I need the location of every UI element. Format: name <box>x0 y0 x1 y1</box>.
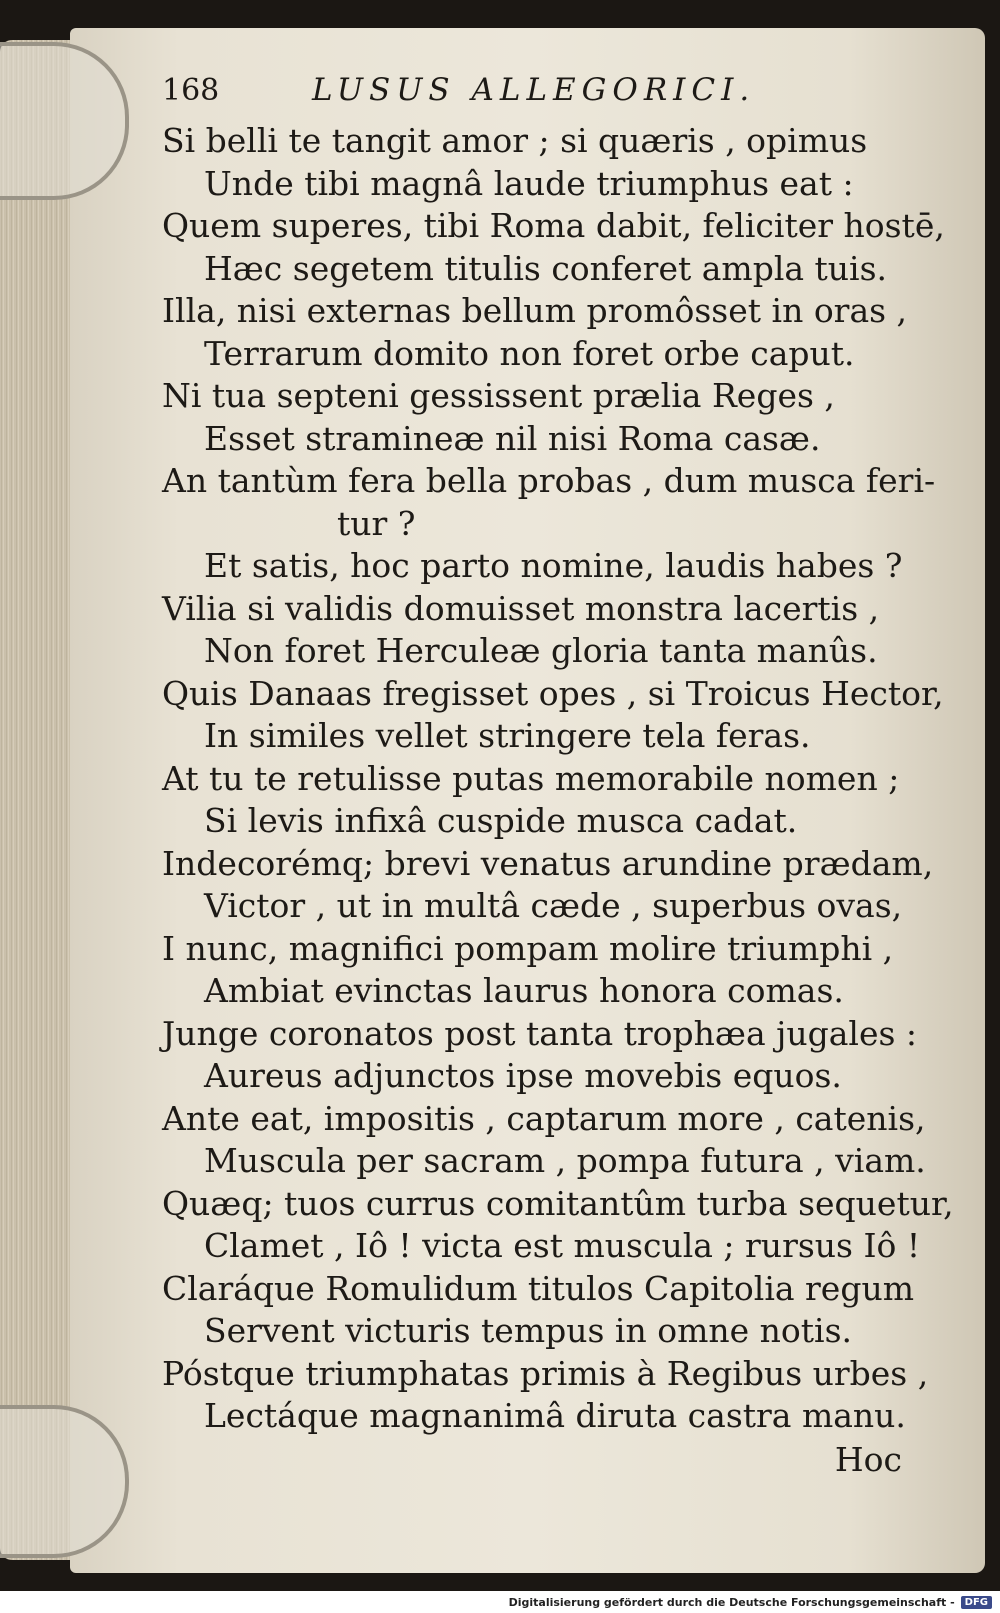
verse-line: Indecorémq; brevi venatus arundine prædam, <box>162 843 934 883</box>
verse-line: An tantùm fera bella probas , dum musca feri- <box>162 461 936 500</box>
verse-line: Quis Danaas fregisset opes , si Troicus Hector, <box>162 673 944 713</box>
verse-line: Terrarum domito non foret orbe caput. <box>204 333 855 373</box>
verse-line: Quæq; tuos currus comitantûm turba sequetur, <box>162 1183 954 1223</box>
verse-line: Et satis, hoc parto nomine, laudis habes ? <box>204 546 903 585</box>
verse-line: Muscula per sacram , pompa futura , viam. <box>204 1141 926 1180</box>
footer-credit-text: Digitalisierung gefördert durch die Deutsche Forschungsgemeinschaft - <box>508 1595 955 1609</box>
verse-block <box>162 120 952 1438</box>
running-title: LUSUS ALLEGORICI. <box>312 72 756 108</box>
catchword: Hoc <box>834 1439 902 1479</box>
verse-line: Ambiat evinctas laurus honora comas. <box>204 971 844 1010</box>
verse-line: Victor , ut in multâ cæde , superbus ovas, <box>204 886 903 925</box>
page-number: 168 <box>162 73 220 108</box>
verse-line: At tu te retulisse putas memorabile nomen ; <box>162 758 900 798</box>
verse-line: Aureus adjunctos ipse movebis equos. <box>204 1056 842 1095</box>
page-text-block <box>162 72 952 1482</box>
verse-line: Claráque Romulidum titulos Capitolia regum <box>162 1268 915 1308</box>
verse-line: Si levis infixâ cuspide musca cadat. <box>204 801 798 840</box>
verse-line: Unde tibi magnâ laude triumphus eat : <box>204 163 854 203</box>
verse-line: Esset stramineæ nil nisi Roma casæ. <box>204 418 821 458</box>
verse-line: Clamet , Iô ! victa est muscula ; rursus Iô ! <box>204 1226 921 1265</box>
verse-line: tur ? <box>337 503 416 543</box>
verse-line: Póstque triumphatas primis à Regibus urbes , <box>162 1353 929 1393</box>
verse-line: Quem superes, tibi Roma dabit, feliciter hostē, <box>162 206 945 245</box>
verse-line: Non foret Herculeæ gloria tanta manûs. <box>204 631 878 670</box>
verse-line: In similes vellet stringere tela feras. <box>204 716 811 755</box>
verse-line: Servent victuris tempus in omne notis. <box>204 1311 853 1350</box>
verse-line: Hæc segetem titulis conferet ampla tuis. <box>204 248 888 288</box>
verse-line: Ni tua septeni gessissent prælia Reges , <box>162 376 835 415</box>
verse-line: Si belli te tangit amor ; si quæris , opimus <box>162 121 868 160</box>
page-header <box>162 72 952 120</box>
digitization-footer <box>0 1591 1000 1613</box>
verse-line: Illa, nisi externas bellum promôsset in oras , <box>162 291 908 330</box>
verse-line: Lectáque magnanimâ diruta castra manu. <box>204 1396 906 1435</box>
verse-line: Junge coronatos post tanta trophæa jugales : <box>162 1013 918 1053</box>
book-page-edges <box>0 40 75 1560</box>
verse-line: Ante eat, impositis , captarum more , catenis, <box>162 1098 926 1138</box>
dfg-logo-icon: DFG <box>961 1596 992 1609</box>
verse-line: I nunc, magnifici pompam molire triumphi , <box>162 928 894 968</box>
verse-line: Vilia si validis domuisset monstra lacertis , <box>162 588 880 628</box>
